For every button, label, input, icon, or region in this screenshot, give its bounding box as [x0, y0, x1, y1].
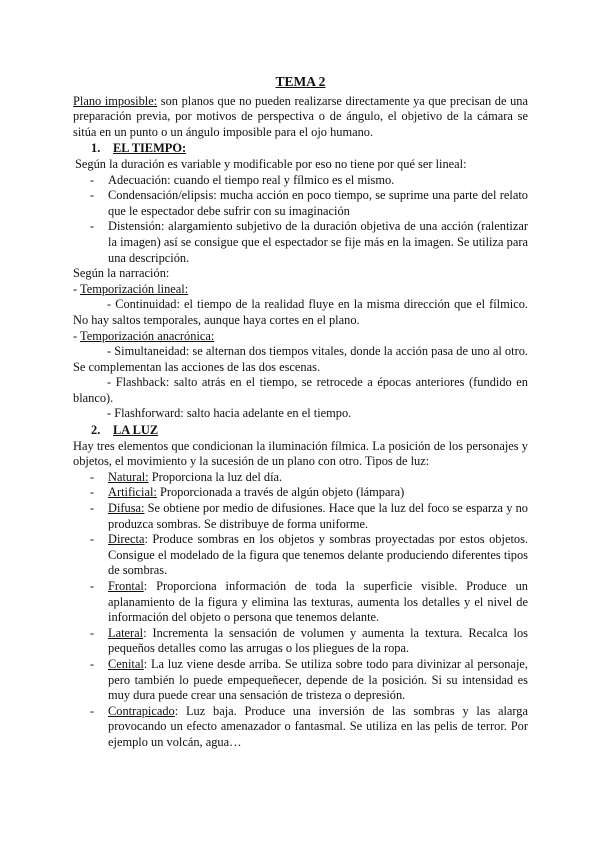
list-item: - Distensión: alargamiento subjetivo de la duración objetiva de una acción (ralentizar la imagen) así se consigue que el espectador se fije más en la imagen. Se utiliza para una descripción.: [73, 219, 528, 266]
list-item: - Adecuación: cuando el tiempo real y fílmico es el mismo.: [73, 173, 528, 189]
light-type-term: Artificial:: [108, 485, 157, 500]
light-type-text: Proporciona la luz del día.: [148, 469, 283, 484]
list-item: [73, 501, 528, 532]
section-number: 2.: [91, 423, 101, 438]
light-type-text: Se obtiene por medio de difusiones. Hace que la luz del foco se esparza y no produzca sombras. Se distribuye de forma uniforme.: [108, 501, 528, 531]
list-item: [73, 470, 528, 486]
light-type-text: : La luz viene desde arriba. Se utiliza sobre todo para divinizar al personaje, pero también lo puede empequeñecer, depende de la posición. Si su intensidad es muy dura puede crear una sensación de tristeza o depresión.: [108, 656, 528, 703]
light-type-text: : Proporciona información de toda la superficie visible. Produce un aplanamiento de la figura y elimina las texturas, aumenta los detalles y el nivel de información del objeto o persona que tenemos delante.: [108, 579, 528, 625]
light-type-term: Lateral: [108, 625, 144, 640]
section-title: LA LUZ: [113, 423, 159, 438]
intro-paragraph: [73, 94, 528, 141]
page-content: [73, 74, 528, 751]
section-heading-tiempo: [73, 141, 528, 157]
luz-list: [73, 470, 528, 751]
tiempo-lead: Según la duración es variable y modificable por eso no tiene por qué ser lineal:: [75, 156, 467, 171]
anacronica-label: Temporización anacrónica:: [80, 328, 215, 343]
list-item: - Condensación/elipsis: mucha acción en poco tiempo, se suprime una parte del relato que le espectador debe sufrir con su imaginación: [73, 188, 528, 219]
flashforward-paragraph: - Flashforward: salto hacia adelante en el tiempo.: [107, 406, 352, 421]
narracion-label: Según la narración:: [73, 266, 170, 281]
light-type-term: Difusa:: [108, 501, 145, 516]
simultaneidad-paragraph: - Simultaneidad: se alternan dos tiempos vitales, donde la acción pasa de uno al otro. Se complementan las acciones de las dos escenas.: [73, 344, 528, 374]
light-type-term: Natural:: [108, 469, 149, 484]
light-type-text: : Luz baja. Produce una inversión de las sombras y las alarga provocando un efecto amenazador o fantasmal. Se utiliza en las pelis de terror. Por ejemplo un volcán, agua…: [108, 703, 528, 749]
light-type-term: Cenital: [108, 656, 144, 671]
list-item: [73, 485, 528, 501]
light-type-term: Frontal: [108, 579, 144, 593]
lineal-label: Temporización lineal:: [80, 281, 189, 296]
intro-term: Plano imposible:: [73, 93, 158, 108]
continuidad-paragraph: - Continuidad: el tiempo de la realidad fluye en la misma dirección que el fílmico. No hay saltos temporales, aunque haya cortes en el plano.: [73, 297, 528, 327]
light-type-term: Contrapicado: [108, 703, 175, 718]
lineal-heading: - Temporización lineal:: [73, 281, 189, 296]
flashback-paragraph: - Flashback: salto atrás en el tiempo, se retrocede a épocas anteriores (fundido en blanco).: [73, 375, 528, 405]
section-heading-luz: [73, 423, 528, 439]
section-title: EL TIEMPO:: [113, 141, 187, 156]
light-type-text: Proporcionada a través de algún objeto (lámpara): [156, 485, 405, 500]
list-item: [73, 579, 528, 626]
light-type-term: Directa: [108, 532, 145, 547]
list-item: [73, 532, 528, 579]
anacronica-heading: - Temporización anacrónica:: [73, 328, 215, 343]
light-type-text: : Incrementa la sensación de volumen y aumenta la textura. Recalca los pequeños detalles como las arrugas o los pliegues de la ropa.: [108, 625, 528, 656]
light-type-text: : Produce sombras en los objetos y sombras proyectadas por estos objetos. Consigue el modelado de la figura que tenemos delante produciendo diferentes tipos de sombras.: [108, 532, 528, 578]
list-item: [73, 657, 528, 704]
intro-text: son planos que no pueden realizarse directamente ya que precisan de una preparación previa, por motivos de perspectiva o de ángulo, el objetivo de la cámara se sitúa en un punto o un ángulo imposible para el ojo humano.: [73, 93, 528, 139]
list-item: [73, 704, 528, 751]
luz-lead: Hay tres elementos que condicionan la iluminación fílmica. La posición de los personajes y objetos, el movimiento y la sucesión de un plano con otro. Tipos de luz:: [73, 438, 528, 469]
tiempo-list: [73, 173, 528, 267]
list-item: [73, 626, 528, 657]
page-title: TEMA 2: [275, 74, 326, 89]
section-number: 1.: [91, 141, 101, 156]
